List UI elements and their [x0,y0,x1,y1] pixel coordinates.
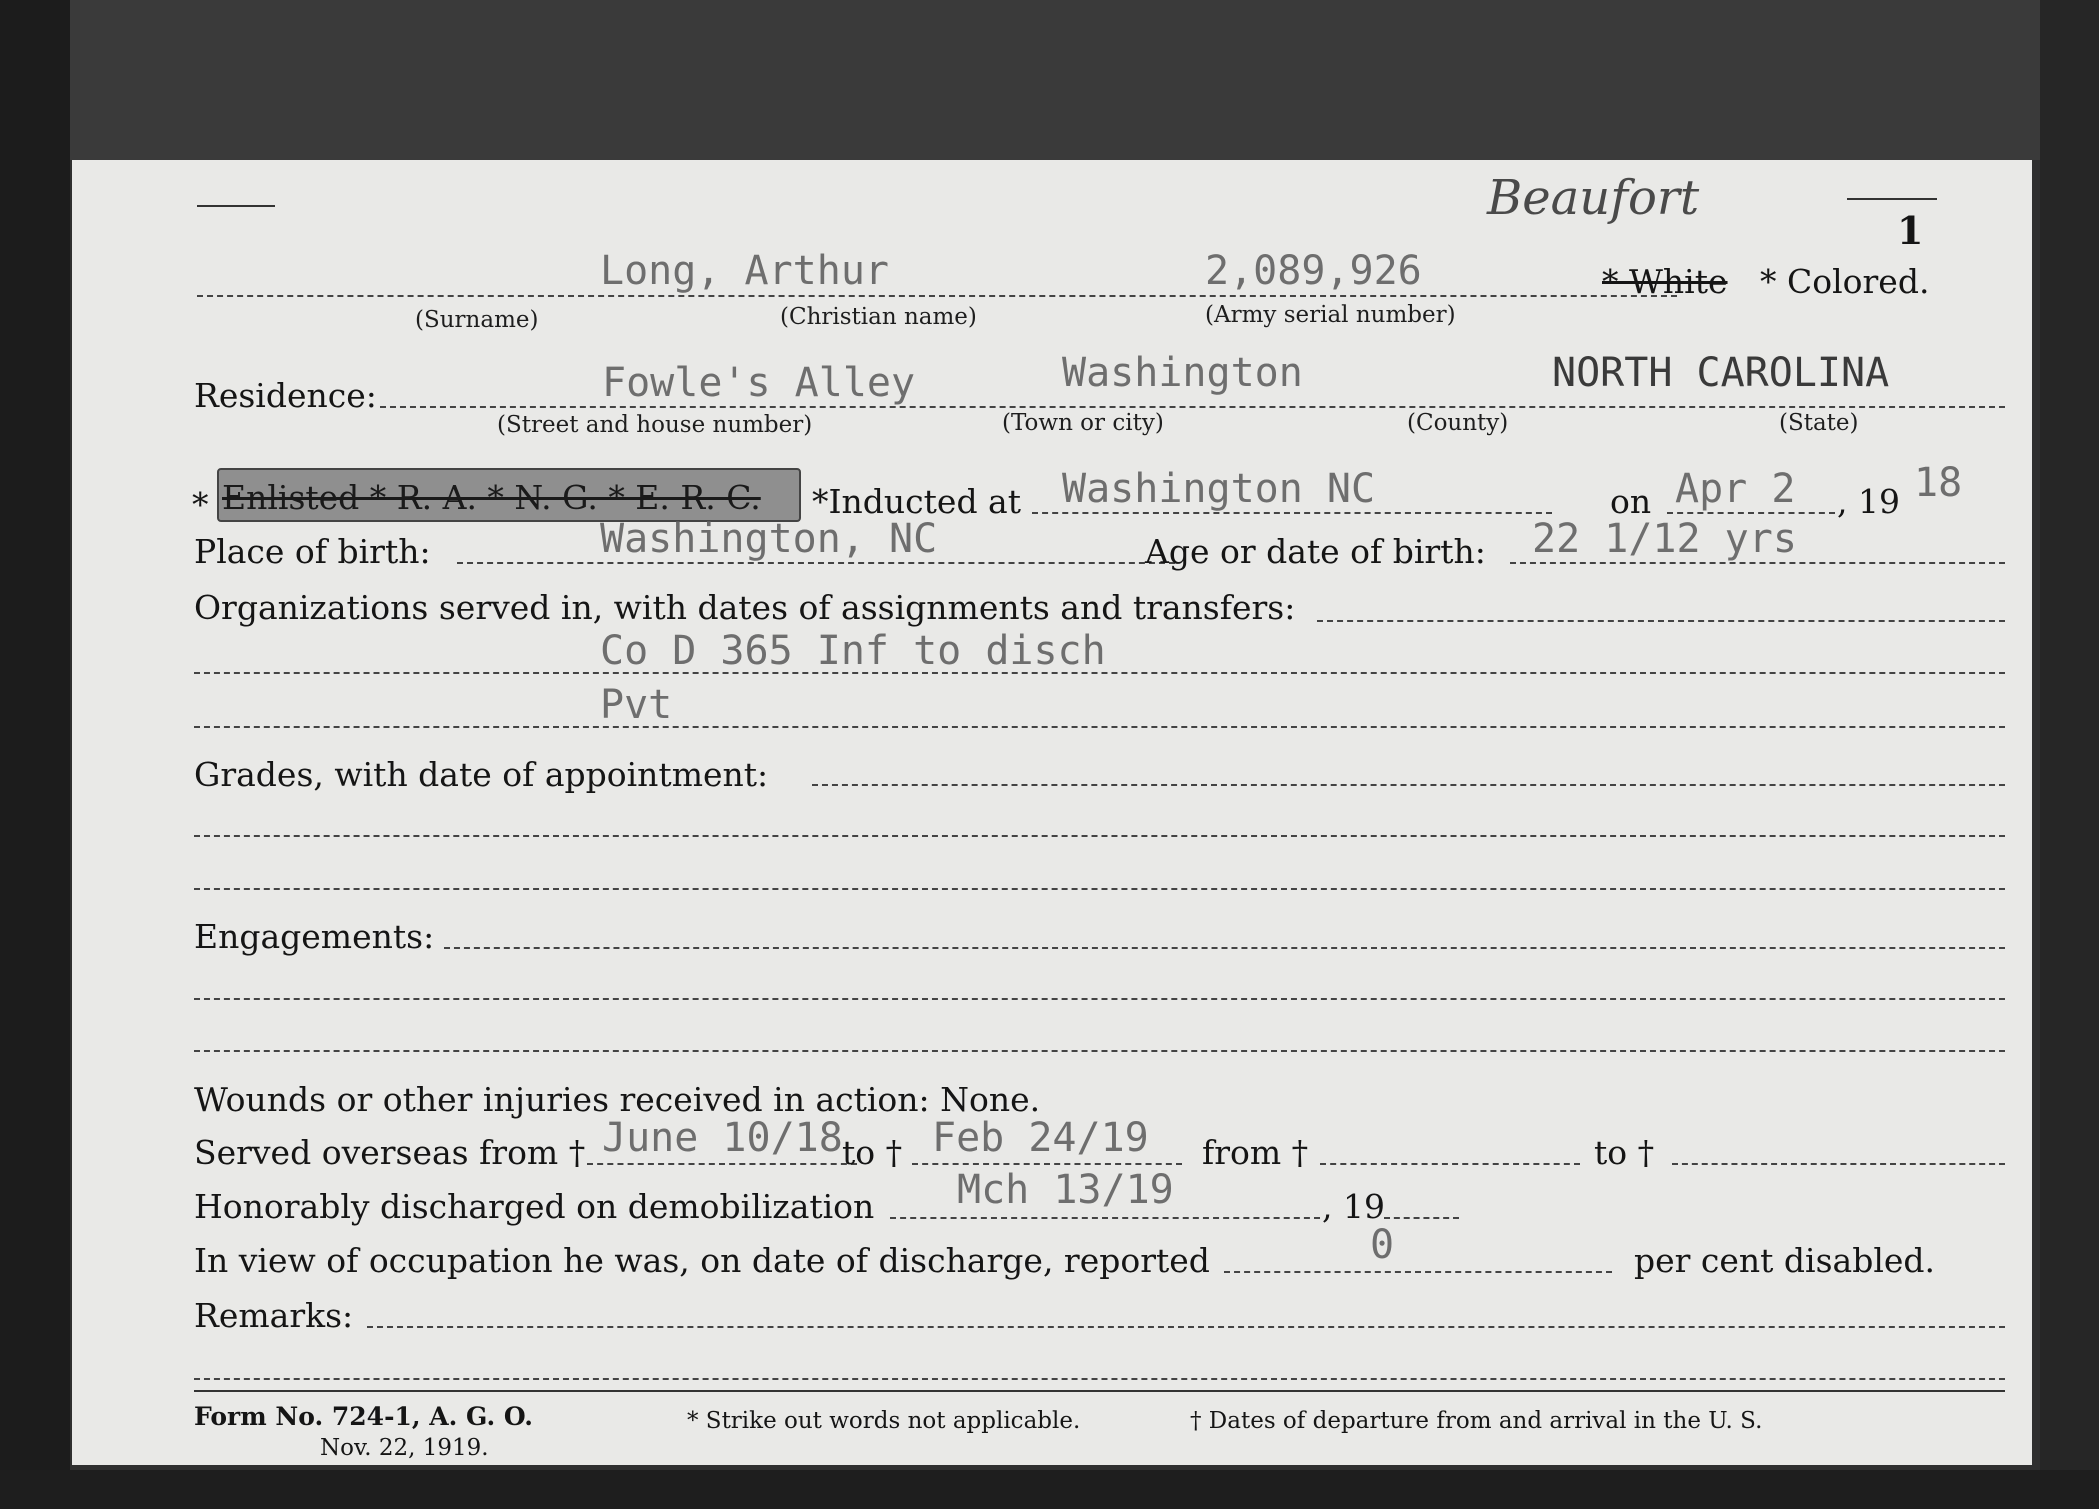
disability-suffix: per cent disabled. [1634,1241,1936,1280]
overseas-from-line [587,1163,857,1165]
organizations-line-2 [194,726,2005,728]
enlisted-star: * [192,485,209,524]
wounds-text: Wounds or other injuries received in action: None. [194,1080,1041,1119]
overseas-to: Feb 24/19 [932,1115,1149,1161]
grades-line-1 [194,835,2005,837]
residence-state: NORTH CAROLINA [1552,350,1890,396]
residence-town: Washington [1062,350,1303,396]
remarks-line-0 [367,1326,2005,1328]
footer-rule [194,1390,2005,1392]
inducted-line [1032,512,1552,514]
grades-line-2 [194,888,2005,890]
overseas-to2-label: to † [1594,1133,1655,1172]
year-prefix: , 19 [1837,482,1900,521]
induction-date: Apr 2 [1675,466,1796,512]
scanner-backdrop-right [2040,0,2099,1509]
scanner-backdrop-left [0,0,70,1509]
residence-label: Residence: [194,376,377,415]
service-record-card [72,160,2032,1465]
inducted-label: *Inducted at [812,482,1021,521]
age-label: Age or date of birth: [1145,532,1486,571]
residence-street: Fowle's Alley [602,360,916,406]
birthplace-label: Place of birth: [194,532,431,571]
organizations-value-1: Co D 365 Inf to disch [600,628,1106,674]
top-left-rule [197,205,275,207]
caption-state: (State) [1779,410,1859,436]
disability-value: 0 [1370,1222,1395,1268]
name-line [197,295,1677,297]
organizations-value-2: Pvt [600,682,673,728]
overseas-to2-line [1672,1163,2005,1165]
engagements-line-2 [194,1050,2005,1052]
caption-town: (Town or city) [1002,410,1164,436]
strike-note: * Strike out words not applicable. [687,1408,1081,1434]
on-label: on [1610,482,1652,521]
residence-line [380,406,2005,408]
year-suffix: 18 [1914,460,1963,506]
inducted-place: Washington NC [1062,466,1376,512]
discharge-year-line [1384,1217,1459,1219]
race-colored: * Colored. [1760,262,1930,301]
scanner-backdrop-top [0,0,2099,160]
caption-surname: (Surname) [415,307,539,333]
card-number: 1 [1897,208,1924,253]
date-line [1667,512,1835,514]
overseas-label: Served overseas from † [194,1133,586,1172]
birthplace-line [457,562,1175,564]
overseas-from: June 10/18 [602,1115,843,1161]
enlisted-options: Enlisted * R. A. * N. G. * E. R. C. [222,478,761,517]
scanner-backdrop-bottom [0,1470,2099,1509]
overseas-to-line [912,1163,1182,1165]
engagements-line-1 [194,998,2005,1000]
grades-label: Grades, with date of appointment: [194,755,769,794]
age-line [1510,562,2005,564]
caption-christian-name: (Christian name) [780,304,977,330]
organizations-line-1 [194,672,2005,674]
organizations-label: Organizations served in, with dates of assignments and transfers: [194,588,1296,627]
overseas-from2-line [1320,1163,1580,1165]
form-date: Nov. 22, 1919. [320,1435,489,1461]
organizations-line-0 [1317,620,2005,622]
discharge-year: , 19 [1322,1187,1385,1226]
remarks-label: Remarks: [194,1296,354,1335]
engagements-label: Engagements: [194,917,435,956]
serial-value: 2,089,926 [1205,248,1422,294]
caption-serial: (Army serial number) [1205,302,1456,328]
caption-county: (County) [1407,410,1509,436]
handwritten-county-note: Beaufort [1487,170,1700,226]
discharge-line [890,1217,1320,1219]
grades-line-0 [812,784,2005,786]
discharge-label: Honorably discharged on demobilization [194,1187,875,1226]
overseas-to-label: to † [842,1133,903,1172]
top-right-rule [1847,198,1937,200]
name-value: Long, Arthur [600,248,889,294]
disability-line [1224,1271,1612,1273]
overseas-from2-label: from † [1202,1133,1309,1172]
engagements-line-0 [444,947,2005,949]
race-white: * White [1602,262,1728,301]
form-number: Form No. 724-1, A. G. O. [194,1402,533,1431]
birthplace-value: Washington, NC [600,516,938,562]
caption-street: (Street and house number) [497,412,813,438]
remarks-line-1 [194,1378,2005,1380]
age-value: 22 1/12 yrs [1532,516,1797,562]
dates-note: † Dates of departure from and arrival in the U. S. [1190,1408,1763,1434]
discharge-date: Mch 13/19 [957,1167,1174,1213]
disability-label: In view of occupation he was, on date of discharge, reported [194,1241,1210,1280]
